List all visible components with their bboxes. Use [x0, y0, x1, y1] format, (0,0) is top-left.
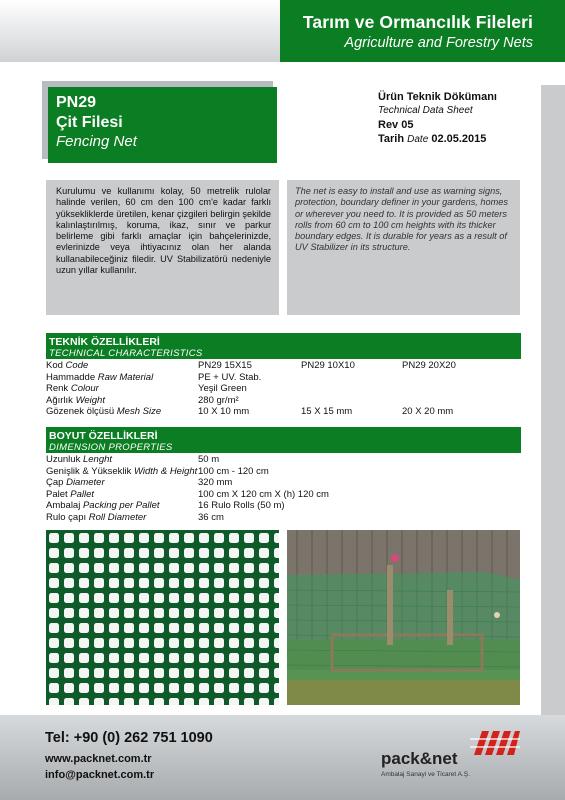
fence-scene-image	[287, 530, 520, 705]
dimension-heading-tr: BOYUT ÖZELLİKLERİ	[49, 430, 158, 442]
doc-date-line	[378, 132, 497, 147]
product-name-en: Fencing Net	[56, 133, 137, 150]
dimension-label-en: Width & Height	[134, 465, 198, 477]
technical-label-en: Weight	[75, 394, 105, 406]
product-code: PN29	[56, 94, 97, 111]
dimension-label-en: Roll Diameter	[88, 512, 147, 523]
technical-label-en: Colour	[70, 383, 99, 395]
dimension-value: 16 Rulo Rolls (50 m)	[198, 500, 285, 512]
technical-value: PN29 10X10	[301, 360, 355, 371]
doc-date-label-tr: Tarih	[378, 133, 405, 145]
technical-heading-en: TECHNICAL CHARACTERISTICS	[49, 348, 203, 359]
technical-label-tr: Kod	[46, 360, 63, 371]
technical-value: 10 X 10 mm	[198, 406, 250, 418]
net-mesh-image	[46, 530, 279, 705]
header-title-tr: Tarım ve Ormancılık Fileleri	[302, 12, 533, 32]
technical-value: Yeşil Green	[198, 383, 247, 395]
footer-phone: Tel: +90 (0) 262 751 1090	[45, 730, 213, 746]
technical-value: PN29 15X15	[198, 360, 252, 371]
dimension-label-tr: Genişlik & Yükseklik	[46, 465, 132, 477]
technical-label-tr: Ağırlık	[46, 394, 73, 406]
dimension-value: 100 cm - 120 cm	[198, 465, 269, 477]
technical-row-label	[46, 406, 161, 417]
dimension-heading	[46, 427, 521, 453]
dimension-label-en: Packing per Pallet	[82, 500, 160, 512]
technical-value: PN29 20X20	[402, 360, 456, 371]
technical-label-tr: Hammadde	[46, 371, 96, 383]
product-title-block	[48, 87, 277, 163]
technical-value: 280 gr/m²	[198, 394, 239, 406]
description-tr: Kurulumu ve kullanımı kolay, 50 metrelik rulolar halinde verilen, 60 cm den 100 cm'e kadar farklı yüksekliklerde üretilen, kenar çizgileri belirgin şekilde kalınlaştırılmış, koruma, ikaz, sınır ve parkur belirleme gibi farklı amaçlar için bahçelerinizde, evlerinizde veya ihtiyacınız olan her alanda kullanabileceğiniz filedir. UV Stabilizatörü nedeniyle uzun yıllar kullanılır.	[46, 180, 279, 315]
dimension-label-en: Pallet	[70, 488, 95, 500]
technical-row-label	[46, 372, 153, 383]
packnet-logo: pack&net	[381, 749, 458, 768]
doc-date-label-en: Date	[407, 134, 429, 145]
dimension-row-label	[46, 466, 197, 477]
dimension-label-tr: Rulo çapı	[46, 512, 87, 523]
technical-heading	[46, 333, 521, 359]
packnet-logo-icon	[470, 731, 520, 755]
header-title-en: Agriculture and Forestry Nets	[344, 35, 533, 51]
technical-row-label	[46, 360, 88, 371]
footer-website[interactable]: www.packnet.com.tr	[45, 753, 152, 765]
technical-value: 15 X 15 mm	[301, 406, 353, 418]
description-en: The net is easy to install and use as warning signs, protection, boundary definer in your gardens, homes or wherever you need to. It is provided as 50 meters rolls from 60 cm to 100 cm heights with its thicker boundary edges. It is durable for years as a result of UV Stabilizer in its structure.	[287, 180, 520, 315]
dimension-label-en: Lenght	[82, 454, 113, 465]
product-name-tr: Çit Filesi	[56, 114, 123, 131]
dimension-row-label	[46, 454, 112, 465]
right-decor-strip	[541, 85, 565, 715]
doc-rev: Rev 05	[378, 119, 414, 131]
dimension-row-label	[46, 477, 105, 488]
dimension-row-label	[46, 489, 94, 500]
dimension-value: 100 cm X 120 cm X (h) 120 cm	[198, 488, 329, 500]
footer	[0, 715, 565, 800]
doc-date: 02.05.2015	[431, 133, 487, 145]
dimension-value: 50 m	[198, 454, 220, 465]
net-closeup-photo	[46, 530, 279, 705]
dimension-value: 36 cm	[198, 512, 224, 523]
doc-info	[378, 90, 497, 147]
doc-title-tr: Ürün Teknik Dökümanı	[378, 91, 497, 103]
dimension-row-label	[46, 512, 146, 523]
technical-label-tr: Renk	[46, 383, 69, 395]
dimension-label-tr: Palet	[46, 488, 68, 500]
packnet-logo-tagline: Ambalaj Sanayi ve Ticaret A.Ş.	[381, 771, 470, 778]
technical-label-tr: Gözenek ölçüsü	[46, 406, 115, 418]
doc-title-en: Technical Data Sheet	[378, 105, 473, 116]
dimension-label-tr: Ambalaj	[46, 500, 81, 512]
technical-heading-tr: TEKNİK ÖZELLİKLERİ	[49, 336, 160, 348]
technical-value: 20 X 20 mm	[402, 406, 454, 418]
technical-label-en: Code	[65, 360, 89, 371]
technical-row-label	[46, 383, 99, 394]
header-banner	[280, 0, 565, 62]
technical-value: PE + UV. Stab.	[198, 371, 262, 383]
dimension-value: 320 mm	[198, 477, 233, 489]
dimension-label-en: Diameter	[66, 477, 105, 489]
footer-email[interactable]: info@packnet.com.tr	[45, 769, 155, 781]
technical-label-en: Raw Material	[97, 371, 154, 383]
dimension-row-label	[46, 500, 160, 511]
dimension-label-tr: Çap	[46, 477, 64, 489]
technical-label-en: Mesh Size	[116, 406, 162, 418]
fence-garden-photo	[287, 530, 520, 705]
dimension-label-tr: Uzunluk	[46, 454, 81, 465]
technical-row-label	[46, 395, 105, 406]
dimension-heading-en: DIMENSION PROPERTIES	[49, 442, 173, 453]
